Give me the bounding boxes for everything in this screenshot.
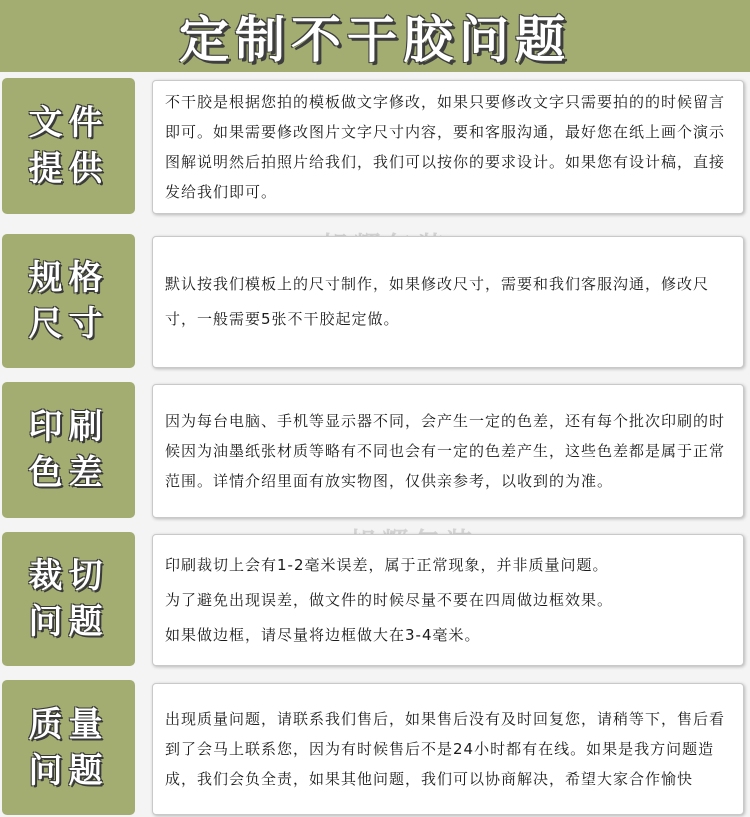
section-label-line: 规格 — [28, 258, 109, 298]
page-title: 定制不干胶问题 — [179, 11, 571, 69]
section-file-provision — [0, 78, 750, 216]
section-content-box — [152, 384, 744, 518]
section-label — [2, 78, 135, 214]
section-paragraph: 印刷裁切上会有1-2毫米误差，属于正常现象，并非质量问题。 — [165, 555, 609, 574]
section-paragraph: 因为每台电脑、手机等显示器不同，会产生一定的色差，还有每个批次印刷的时候因为油墨纸张材质等略有不同也会有一定的色差产生，这些色差都是属于正常范围。详情介绍里面有放实物图，仅供亲参考，以收到的为准。 — [165, 412, 726, 490]
section-quality — [0, 680, 750, 817]
section-content-box — [152, 534, 744, 666]
section-paragraph: 如果做边框，请尽量将边框做大在3-4毫米。 — [165, 625, 481, 644]
section-content-box — [152, 683, 744, 815]
section-label-line: 印刷 — [28, 407, 109, 447]
section-label — [2, 382, 135, 518]
section-paragraph: 不干胶是根据您拍的模板做文字修改，如果只要修改文字只需要拍的的时候留言即可。如果需要修改图片文字尺寸内容，要和客服沟通，最好您在纸上画个演示图解说明然后拍照片给我们，我们可以按你的要求设计。如果您有设计稿，直接发给我们即可。 — [165, 93, 726, 201]
section-content-box — [152, 80, 744, 214]
section-paragraph: 默认按我们模板上的尺寸制作，如果修改尺寸，需要和我们客服沟通，修改尺寸，一般需要5张不干胶起定做。 — [165, 275, 710, 328]
section-label-line: 问题 — [28, 750, 109, 791]
section-color-difference — [0, 382, 750, 520]
section-cutting — [0, 532, 750, 668]
section-label-line: 裁切 — [28, 556, 109, 596]
section-label-line: 问题 — [28, 602, 109, 642]
section-content-box — [152, 236, 744, 368]
section-label — [2, 532, 135, 666]
section-label-line: 质量 — [28, 704, 109, 745]
section-label-line: 色差 — [28, 453, 109, 493]
page-header — [0, 0, 750, 72]
section-size-spec — [0, 234, 750, 370]
section-label — [2, 680, 135, 815]
section-label-line: 尺寸 — [28, 304, 109, 344]
section-paragraph: 出现质量问题，请联系我们售后，如果售后没有及时回复您，请稍等下，售后看到了会马上联系您，因为有时候售后不是24小时都有在线。如果是我方问题造成，我们会负全责，如果其他问题，我们可以协商解决，希望大家合作愉快 — [165, 710, 726, 788]
section-label — [2, 234, 135, 368]
section-label-line: 文件 — [28, 103, 109, 143]
section-label-line: 提供 — [28, 149, 109, 189]
section-paragraph: 为了避免出现误差，做文件的时候尽量不要在四周做边框效果。 — [165, 590, 614, 609]
